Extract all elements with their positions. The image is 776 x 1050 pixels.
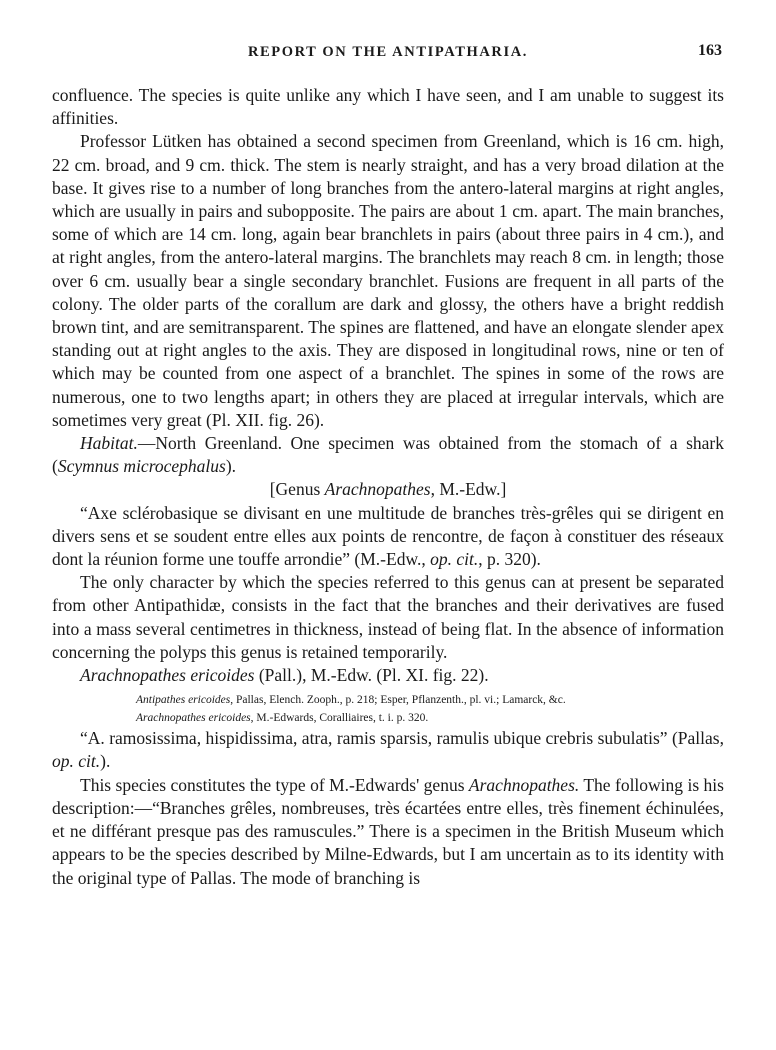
synonym-name: Arachnopathes ericoides — [136, 712, 251, 725]
genus-name: Arachnopathes — [324, 479, 431, 500]
genus-open: [Genus — [269, 479, 325, 500]
paragraph-genus-description: The only character by which the species referred to this genus can at present be separated from other Antipathidæ, consists in the fact that the branches and their derivatives are fused into a mass several centimetres in thickness, instead of being flat. In the absence of information concerning the polyps this genus is retained temporarily. — [52, 572, 724, 662]
paragraph-french-quote — [52, 502, 724, 572]
genus-close: , M.-Edw.] — [430, 479, 507, 500]
running-header — [0, 44, 776, 68]
body-text — [52, 84, 724, 890]
synonym-reference: , Pallas, Elench. Zooph., p. 218; Esper, Pflanzenth., pl. vi.; Lamarck, &c. — [230, 694, 566, 707]
paragraph-confluence: confluence. The species is quite unlike any which I have seen, and I am unable to suggest its affinities. — [52, 85, 724, 129]
synonymy-list — [52, 691, 724, 727]
type-genus: Arachnopathes. — [468, 774, 580, 795]
paragraph-type-species — [52, 774, 724, 890]
page-number: 163 — [698, 42, 722, 59]
paragraph-habitat — [52, 432, 724, 478]
habitat-species: Scymnus microcephalus — [57, 456, 226, 477]
quote-lat-ref: op. cit. — [52, 751, 101, 772]
quote-lat-end: ). — [100, 751, 111, 772]
quote-fr-ref: op. cit. — [430, 549, 479, 570]
genus-heading — [52, 478, 724, 501]
paragraph-latin-quote — [52, 727, 724, 773]
paragraph-lutken-specimen: Professor Lütken has obtained a second specimen from Greenland, which is 16 cm. high, 22 cm. broad, and 9 cm. thick. The stem is nearly straight, and has a very broad dilation at the base. It gives rise to a number of long branches from the antero-lateral margins at right angles, which are usually in pairs and subopposite. The pairs are about 1 cm. apart. The main branches, some of which are 14 cm. long, again bear branchlets in pairs (about three pairs in 4 cm.), and at right angles, from the antero-lateral margins. The branchlets may reach 8 cm. in length; those over 6 cm. usually bear a single secondary branchlet. Fusions are frequent in all parts of the colony. The older parts of the corallum are dark and glossy, the others have a bright reddish brown tint, and are semitransparent. The spines are flattened, and have an elongate slender apex standing out at right angles to the axis. They are disposed in longitudinal rows, nine or ten of which may be counted from one aspect of a branchlet. The spines in some of the rows are numerous, one to two lengths apart; in others they are placed at irregular intervals, which are sometimes very great (Pl. XII. fig. 26). — [52, 131, 724, 430]
species-heading — [52, 664, 724, 687]
synonymy-entry — [136, 709, 724, 727]
habitat-end: ). — [225, 456, 237, 477]
synonymy-entry — [136, 691, 724, 709]
habitat-text: —North Greenland. One specimen was obtained from the stomach of a shark ( — [52, 433, 724, 477]
species-name: Arachnopathes ericoides — [80, 665, 255, 686]
habitat-label: Habitat. — [80, 433, 138, 454]
synonym-name: Antipathes ericoides — [136, 694, 231, 707]
quote-fr-end: , p. 320). — [478, 549, 541, 570]
species-authority: (Pall.), M.-Edw. (Pl. XI. fig. 22). — [254, 665, 489, 686]
synonym-reference: , M.-Edwards, Coralliaires, t. i. p. 320. — [250, 712, 429, 725]
type-text-b: The following is his description:—“Branches grêles, nombreuses, très écartées entre elles, très finement échinulées, et ne différant presque pas des ramuscules.” There is a specimen in the British Museum which appears to be the species described by Milne-Edwards, but I am uncertain as to its identity with the original type of Pallas. The mode of branching is — [52, 774, 724, 888]
quote-lat: “A. ramosissima, hispidissima, atra, ramis sparsis, ramulis ubique crebris subulatis” (Pallas, — [80, 728, 724, 749]
quote-fr: “Axe sclérobasique se divisant en une multitude de branches très-grêles qui se dirigent en divers sens et se soudent entre elles aux points de rencontre, de façon à constituer des réseaux dont la réunion forme une touffe arrondie” (M.-Edw., — [52, 502, 724, 570]
type-text-a: This species constitutes the type of M.-Edwards' genus — [80, 774, 469, 795]
running-title: REPORT ON THE ANTIPATHARIA. — [247, 44, 529, 60]
